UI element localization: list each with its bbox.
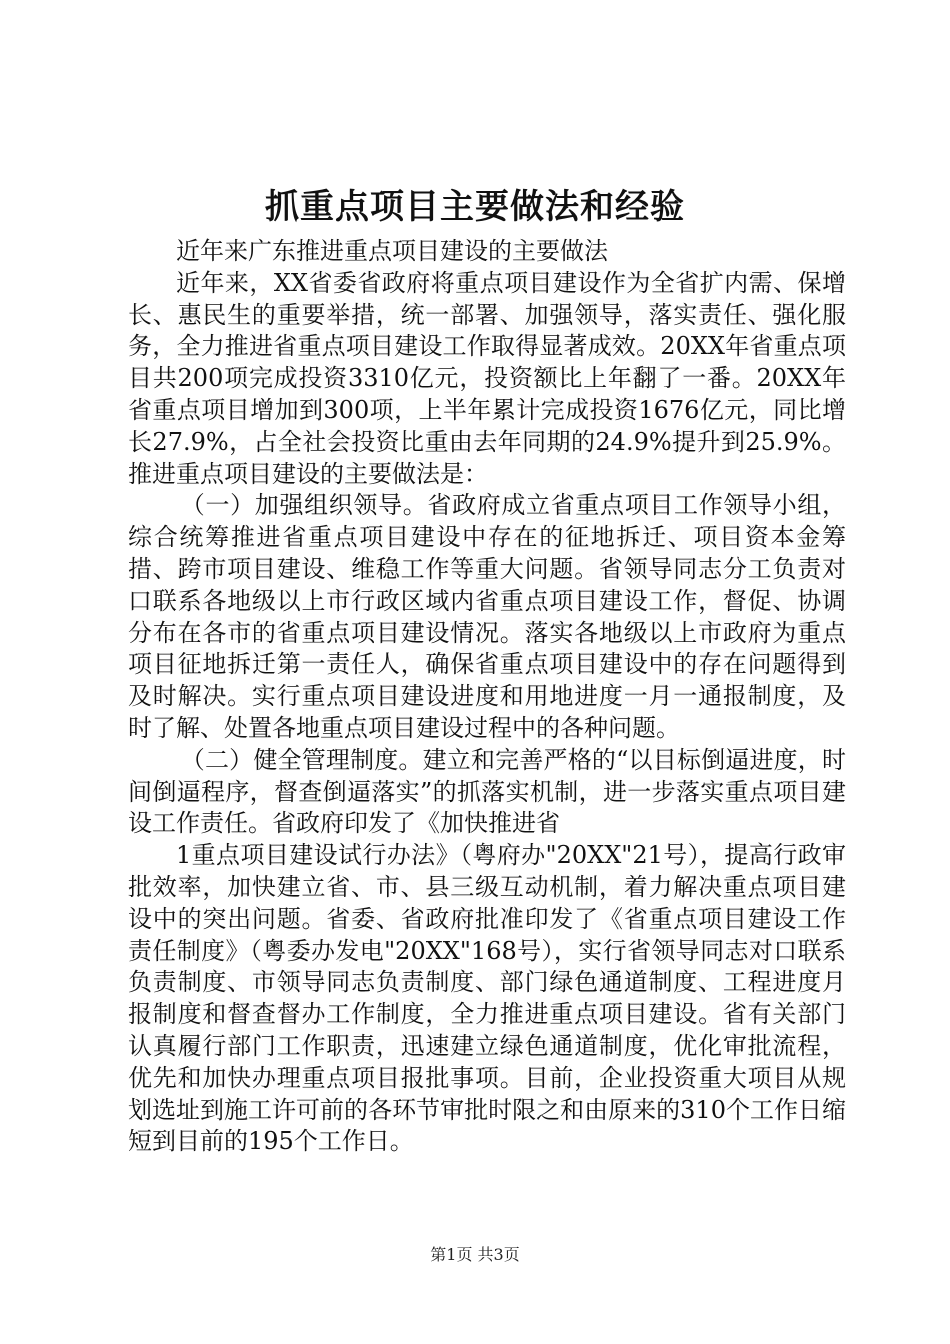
paragraph-intro: 近年来，XX省委省政府将重点项目建设作为全省扩内需、保增长、惠民生的重要举措，统一部署、加强领导，落实责任、强化服务，全力推进省重点项目建设工作取得显著成效。20XX年省重点项目共200项完成投资3310亿元，投资额比上年翻了一番。20XX年省重点项目增加到300项，上半年累计完成投资1676亿元，同比增长27.9%，占全社会投资比重由去年同期的24.9%提升到25.9%。推进重点项目建设的主要做法是：: [128, 268, 846, 488]
document-title: 抓重点项目主要做法和经验: [265, 187, 685, 227]
paragraph-section-1: （一）加强组织领导。省政府成立省重点项目工作领导小组，综合统筹推进省重点项目建设中存在的征地拆迁、项目资本金筹措、跨市项目建设、维稳工作等重大问题。省领导同志分工负责对口联系各地级以上市行政区域内省重点项目建设工作，督促、协调分布在各市的省重点项目建设情况。落实各地级以上市政府为重点项目征地拆迁第一责任人，确保省重点项目建设中的存在问题得到及时解决。实行重点项目建设进度和用地进度一月一通报制度，及时了解、处置各地重点项目建设过程中的各种问题。: [128, 491, 846, 742]
paragraph-section-2-continued: 1重点项目建设试行办法》（粤府办"20XX"21号），提高行政审批效率，加快建立省、市、县三级互动机制，着力解决重点项目建设中的突出问题。省委、省政府批准印发了《省重点项目建设工作责任制度》（粤委办发电"20XX"168号），实行省领导同志对口联系负责制度、市领导同志负责制度、部门绿色通道制度、工程进度月报制度和督查督办工作制度，全力推进重点项目建设。省有关部门认真履行部门工作职责，迅速建立绿色通道制度，优化审批流程，优先和加快办理重点项目报批事项。目前，企业投资重大项目从规划选址到施工许可前的各环节审批时限之和由原来的310个工作日缩短到目前的195个工作日。: [128, 841, 846, 1156]
document-body: [128, 236, 846, 1158]
paragraph-subheading: 近年来广东推进重点项目建设的主要做法: [176, 237, 608, 265]
paragraph-section-2: （二）健全管理制度。建立和完善严格的“以目标倒逼进度，时间倒逼程序，督查倒逼落实”的抓落实机制，进一步落实重点项目建设工作责任。省政府印发了《加快推进省: [128, 745, 846, 838]
page-number-footer: 第1页 共3页: [430, 1245, 520, 1264]
